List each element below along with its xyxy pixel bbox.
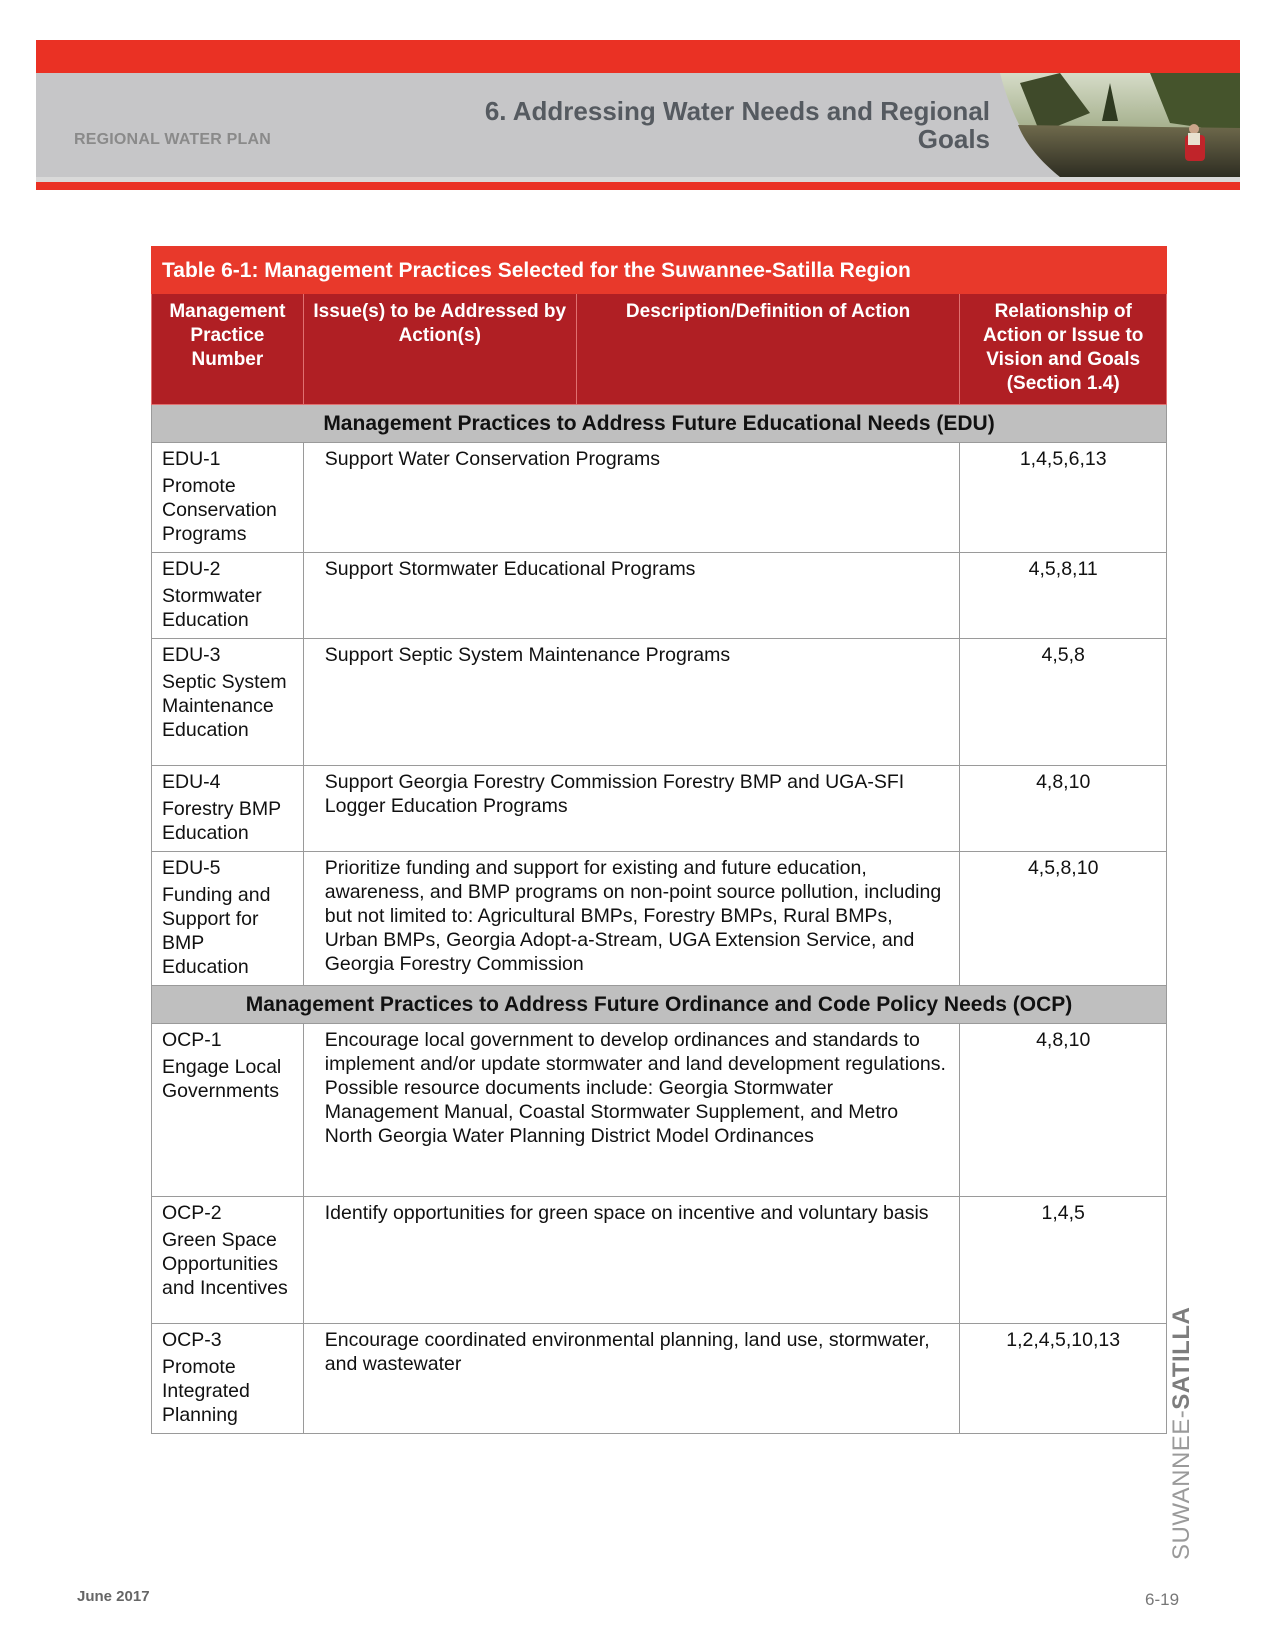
practice-description: Support Water Conservation Programs — [303, 443, 960, 553]
management-practices-table — [151, 246, 1167, 1434]
region-name-light: SUWANNEE- — [1168, 1409, 1195, 1560]
practice-name: Promote Conservation Programs — [162, 475, 277, 545]
practice-code: EDU-1 — [162, 448, 221, 470]
practice-description: Identify opportunities for green space on incentive and voluntary basis — [303, 1197, 960, 1324]
header-photo — [1000, 73, 1240, 177]
practice-description: Encourage local government to develop ordinances and standards to implement and/or update stormwater and land development regulations. Possible resource documents include: Georgia Stormwater Management Manual, Coastal Stormwater Supplement, and Metro North Georgia Water Planning District Model Ordinances — [303, 1024, 960, 1197]
table-caption: Table 6-1: Management Practices Selected for the Suwannee-Satilla Region — [152, 247, 1167, 294]
practice-relationship: 1,4,5,6,13 — [960, 443, 1167, 553]
section-title: Management Practices to Address Future Ordinance and Code Policy Needs (OCP) — [152, 986, 1167, 1024]
practice-code: EDU-3 — [162, 644, 221, 666]
column-header: Issue(s) to be Addressed by Action(s) — [303, 294, 576, 405]
table-row — [152, 1024, 1167, 1197]
footer-date: June 2017 — [77, 1588, 150, 1605]
practice-name: Funding and Support for BMP Education — [162, 884, 271, 978]
region-sidebar-label — [1168, 1307, 1196, 1560]
practice-name: Promote Integrated Planning — [162, 1356, 250, 1426]
practice-relationship: 4,8,10 — [960, 766, 1167, 852]
region-name-bold: SATILLA — [1168, 1306, 1195, 1410]
practice-name: Green Space Opportunities and Incentives — [162, 1229, 288, 1299]
practice-code: EDU-2 — [162, 558, 221, 580]
practice-name: Forestry BMP Education — [162, 798, 281, 844]
practice-relationship: 4,5,8,11 — [960, 553, 1167, 639]
page-number: 6-19 — [1145, 1590, 1180, 1609]
table-row — [152, 443, 1167, 553]
practice-code: OCP-1 — [162, 1029, 222, 1051]
column-header: Management Practice Number — [152, 294, 304, 405]
practice-name: Septic System Maintenance Education — [162, 671, 287, 741]
table-row — [152, 1324, 1167, 1434]
table-row — [152, 639, 1167, 766]
header-red-band — [36, 40, 1240, 73]
practice-relationship: 1,4,5 — [960, 1197, 1167, 1324]
practice-description: Support Septic System Maintenance Programs — [303, 639, 960, 766]
practice-code: OCP-3 — [162, 1329, 222, 1351]
practice-relationship: 1,2,4,5,10,13 — [960, 1324, 1167, 1434]
plan-label: REGIONAL WATER PLAN — [74, 131, 271, 148]
practice-relationship: 4,8,10 — [960, 1024, 1167, 1197]
practice-name: Stormwater Education — [162, 585, 262, 631]
practice-code: EDU-4 — [162, 771, 221, 793]
practice-description: Prioritize funding and support for existing and future education, awareness, and BMP programs on non-point source pollution, including but not limited to: Agricultural BMPs, Forestry BMPs, Rural BMPs, Urban BMPs, Georgia Adopt-a-Stream, UGA Extension Service, and Georgia Forestry Commission — [303, 852, 960, 986]
practice-description: Encourage coordinated environmental planning, land use, stormwater, and wastewater — [303, 1324, 960, 1434]
practice-description: Support Stormwater Educational Programs — [303, 553, 960, 639]
practice-code: OCP-2 — [162, 1202, 222, 1224]
table-row — [152, 852, 1167, 986]
header-red-rule — [36, 182, 1240, 190]
practice-name: Engage Local Governments — [162, 1056, 282, 1102]
practice-description: Support Georgia Forestry Commission Forestry BMP and UGA-SFI Logger Education Programs — [303, 766, 960, 852]
practice-code: EDU-5 — [162, 857, 221, 879]
practice-relationship: 4,5,8,10 — [960, 852, 1167, 986]
section-title: Management Practices to Address Future Educational Needs (EDU) — [152, 405, 1167, 443]
table-row — [152, 553, 1167, 639]
column-header: Relationship of Action or Issue to Vision and Goals (Section 1.4) — [960, 294, 1167, 405]
table-row — [152, 1197, 1167, 1324]
practice-relationship: 4,5,8 — [960, 639, 1167, 766]
chapter-title: 6. Addressing Water Needs and Regional Goals — [484, 96, 990, 154]
column-header: Description/Definition of Action — [576, 294, 960, 405]
table-row — [152, 766, 1167, 852]
